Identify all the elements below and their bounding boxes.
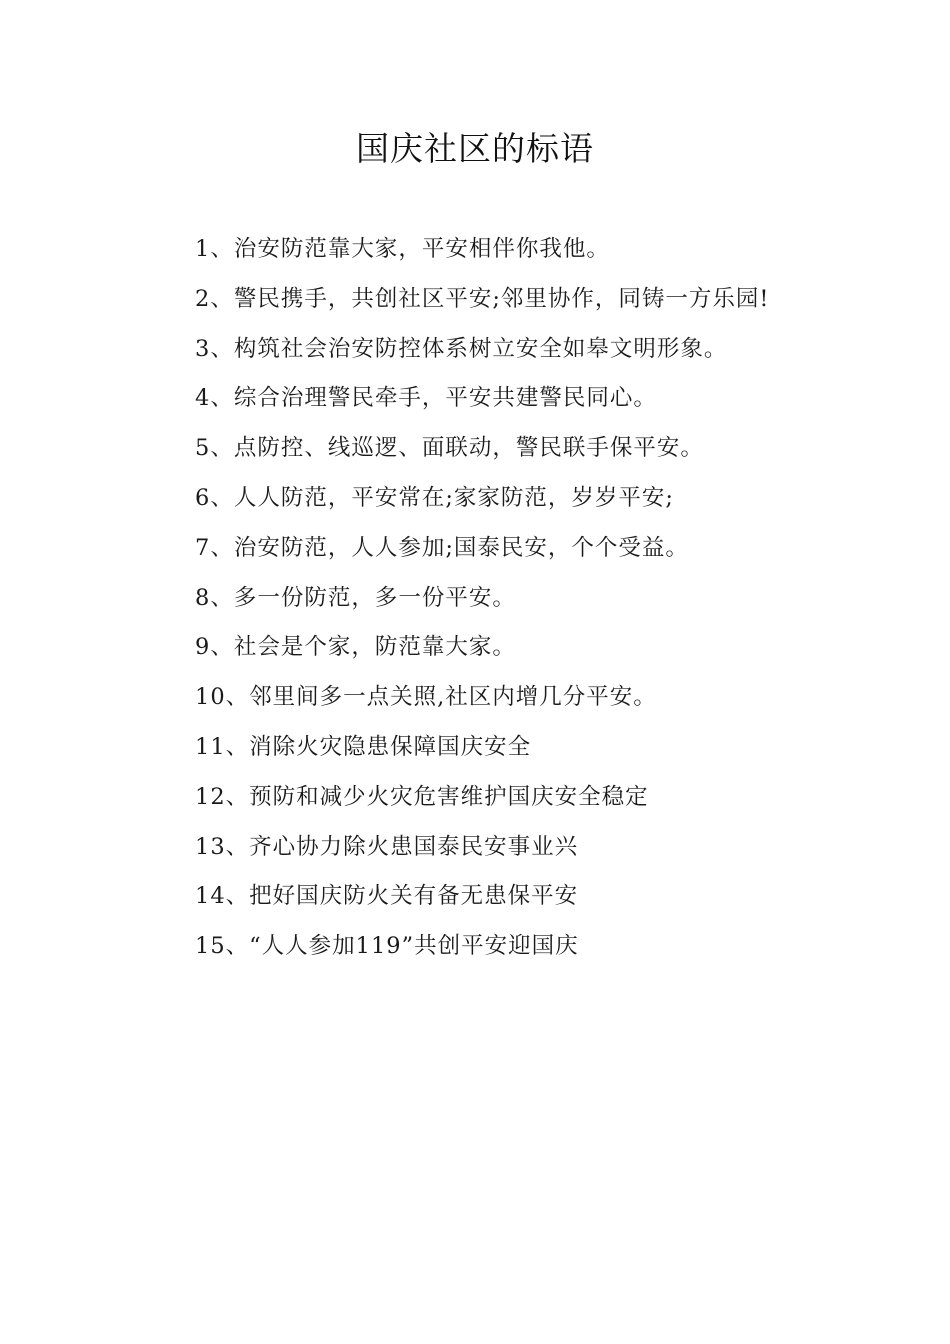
slogan-item: 8、多一份防范，多一份平安。 [195, 584, 516, 611]
slogan-item: 1、治安防范靠大家，平安相伴你我他。 [195, 236, 610, 262]
document-title: 国庆社区的标语 [356, 129, 594, 168]
slogan-item: 4、综合治理警民牵手，平安共建警民同心。 [195, 385, 657, 412]
slogan-list [145, 225, 810, 972]
slogan-item: 11、消除火灾隐患保障国庆安全 [195, 733, 532, 760]
slogan-item: 12、预防和减少火灾危害维护国庆安全稳定 [195, 783, 649, 810]
slogan-item: 15、“人人参加119”共创平安迎国庆 [195, 933, 579, 960]
slogan-item: 13、齐心协力除火患国泰民安事业兴 [195, 833, 579, 860]
slogan-item: 6、人人防范，平安常在;家家防范，岁岁平安; [195, 484, 674, 511]
slogan-item: 5、点防控、线巡逻、面联动，警民联手保平安。 [195, 435, 704, 462]
slogan-item: 2、警民携手，共创社区平安;邻里协作，同铸一方乐园! [195, 285, 770, 312]
slogan-item: 7、治安防范，人人参加;国泰民安，个个受益。 [195, 534, 689, 561]
slogan-item: 3、构筑社会治安防控体系树立安全如皋文明形象。 [195, 335, 728, 362]
slogan-item: 10、邻里间多一点关照,社区内增几分平安。 [195, 684, 657, 711]
slogan-item: 9、社会是个家，防范靠大家。 [195, 634, 516, 661]
slogan-item: 14、把好国庆防火关有备无患保平安 [195, 883, 579, 910]
